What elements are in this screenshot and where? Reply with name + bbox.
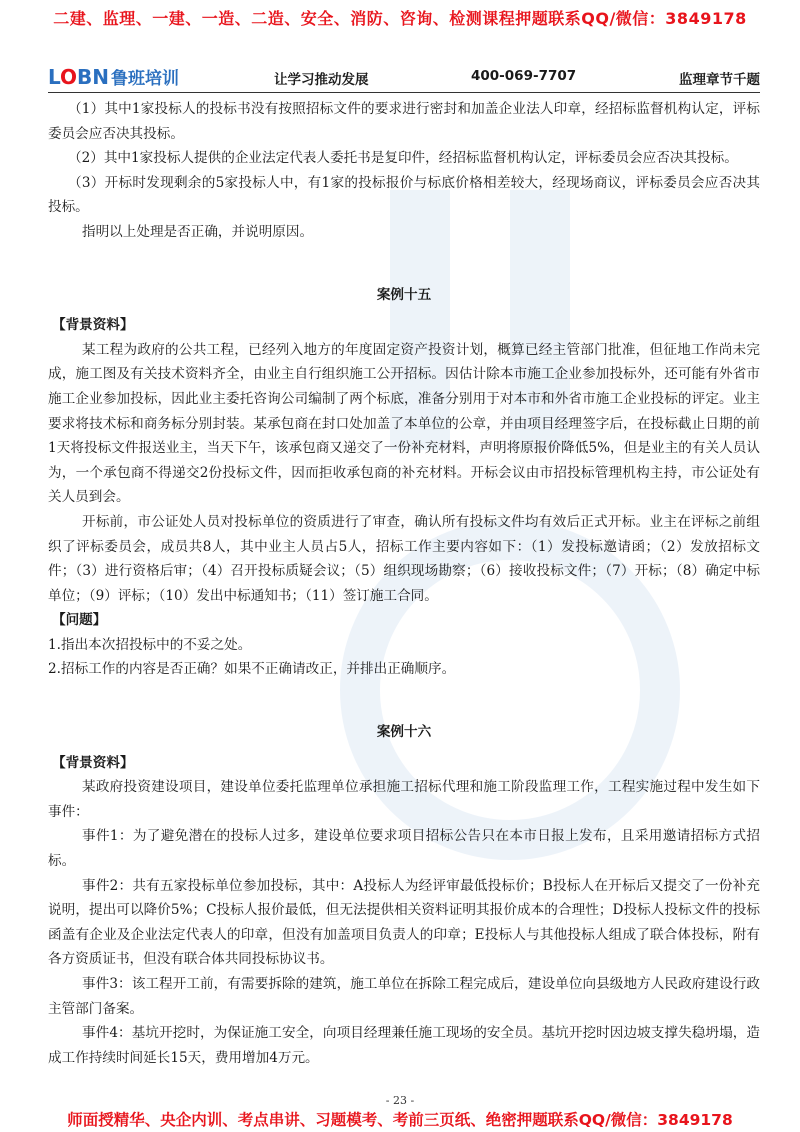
header-slogan: 让学习推动发展 xyxy=(274,72,369,88)
bottom-ad-banner: 师面授精华、央企内训、考点串讲、习题模考、考前三页纸、绝密押题联系QQ/微信：3849178 xyxy=(67,1111,733,1129)
luban-logo xyxy=(48,64,179,89)
top-ad-banner: 二建、监理、一建、一造、二造、安全、消防、咨询、检测课程押题联系QQ/微信：3849178 xyxy=(53,9,747,28)
item-3: （3）开标时发现剩余的5家投标人中，有1家的投标报价与标底价格相差较大，经现场商议，评标委员会应否决其投标。 xyxy=(48,174,760,216)
case16-event-2: 事件2：共有五家投标单位参加投标，其中：A投标人为经评审最低投标价；B投标人在开标后又提交了一份补充说明，提出可以降价5%；C投标人报价最低，但无法提供相关资料证明其报价成本的合理性；D投标人投标文件的投标函盖有企业及企业法定代表人的印章，但没有加盖项目负责人的印章；E投标人与其他投标人组成了联合体投标，附有各方资质证书，但没有联合体共同投标协议书。 xyxy=(48,877,760,968)
header-divider xyxy=(48,92,760,93)
case15-question: 1.指出本次招投标中的不妥之处。 xyxy=(48,636,252,653)
page-header xyxy=(48,64,760,90)
case16-title: 案例十六 xyxy=(376,724,432,741)
case16-event-3: 事件3：该工程开工前，有需要拆除的建筑，施工单位在拆除工程完成后，建设单位向县级地方人民政府建设行政主管部门备案。 xyxy=(48,976,760,1017)
case16-background-label: 【背景资料】 xyxy=(52,754,134,771)
case15-question-label: 【问题】 xyxy=(52,612,107,629)
case16-event-1: 事件1：为了避免潜在的投标人过多，建设单位要求项目招标公告只在本市日报上发布，且采用邀请招标方式招标。 xyxy=(48,828,760,870)
case15-paragraph: 开标前，市公证处人员对投标单位的资质进行了审查，确认所有投标文件均有效后正式开标。业主在评标之前组织了评标委员会，成员共8人，其中业主人员占5人，招标工作主要内容如下：（1）发投标邀请函；（2）发放招标文件；（3）进行资格后审；（4）召开投标质疑会议；（5）组织现场勘察；（6）接收投标文件；（7）开标；（8）确定中标单位；（9）评标；（10）发出中标通知书；（11）签订施工合同。 xyxy=(48,513,760,604)
header-doc-title: 监理章节千题 xyxy=(679,72,760,88)
header-phone: 400-069-7707 xyxy=(471,68,577,84)
item-2: （2）其中1家投标人提供的企业法定代表人委托书是复印件，经招标监督机构认定，评标委员会应否决其投标。 xyxy=(68,150,738,167)
case15-background-label: 【背景资料】 xyxy=(52,317,134,334)
logo-latin-text: LOBN xyxy=(48,64,110,89)
item-instruction: 指明以上处理是否正确，并说明原因。 xyxy=(82,223,314,240)
case15-title: 案例十五 xyxy=(376,286,432,303)
case16-paragraph: 某政府投资建设项目，建设单位委托监理单位承担施工招标代理和施工阶段监理工作，工程实施过程中发生如下事件： xyxy=(48,779,760,820)
item-1: （1）其中1家投标人的投标书没有按照招标文件的要求进行密封和加盖企业法人印章，经招标监督机构认定，评标委员会应否决其投标。 xyxy=(48,101,760,142)
document-body xyxy=(48,97,760,1070)
case16-event-4: 事件4：基坑开挖时，为保证施工安全，向项目经理兼任施工现场的安全员。基坑开挖时因边坡支撑失稳坍塌，造成工作持续时间延长15天，费用增加4万元。 xyxy=(48,1025,760,1066)
case15-paragraph: 某工程为政府的公共工程，已经列入地方的年度固定资产投资计划，概算已经主管部门批准，但征地工作尚未完成，施工图及有关技术资料齐全，由业主自行组织施工公开招标。因估计除本市施工企业参加投标外，还可能有外省市施工企业参加投标，因此业主委托咨询公司编制了两个标底，准备分别用于对本市和外省市施工企业投标的评定。业主要求将技术标和商务标分别封装。某承包商在封口处加盖了本单位的公章，并由项目经理签字后，在投标截止日期的前1天将投标文件报送业主，当天下午，该承包商又递交了一份补充材料，声明将原报价降低5%，但是业主的有关人员认为，一个承包商不得递交2份投标文件，因而拒收承包商的补充材料。开标会议由市招投标管理机构主持，市公证处有关人员到会。 xyxy=(48,341,760,506)
page-number: - 23 - xyxy=(385,1094,415,1107)
logo-chinese-text: 鲁班培训 xyxy=(111,69,180,89)
case15-question: 2.招标工作的内容是否正确？如果不正确请改正，并排出正确顺序。 xyxy=(48,661,456,678)
